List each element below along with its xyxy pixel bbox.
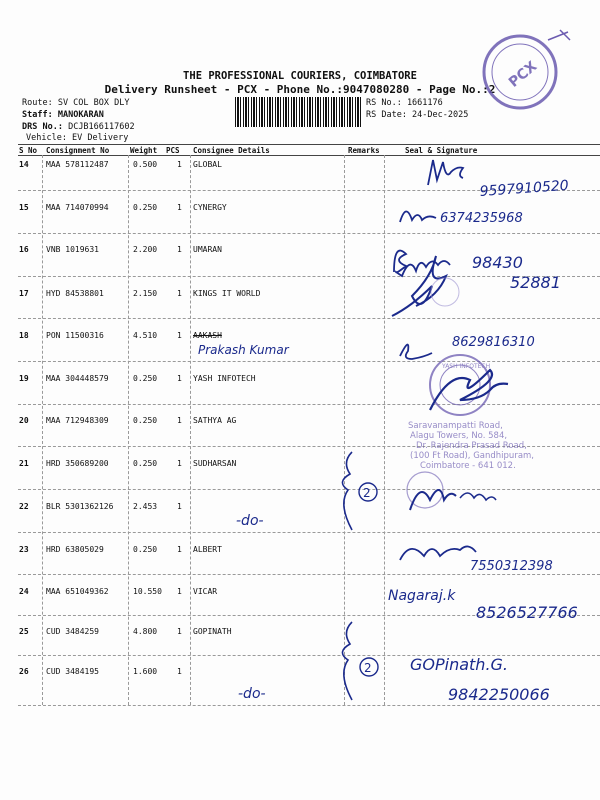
company-title: THE PROFESSIONAL COURIERS, COIMBATORE <box>183 70 417 82</box>
row-pcs: 1 <box>177 627 182 636</box>
col-consignee-header: Consignee Details <box>193 146 270 155</box>
row-pcs: 1 <box>177 587 182 596</box>
row-sno: 19 <box>19 374 29 383</box>
col-separator <box>42 155 43 705</box>
pcx-stamp-text: PCX <box>505 58 541 91</box>
col-consignment-header: Consignment No <box>46 146 110 155</box>
row-divider <box>18 446 600 447</box>
row-sno: 26 <box>19 667 29 676</box>
handwritten-phone: 6374235968 <box>440 211 523 226</box>
table-top-rule <box>18 144 600 145</box>
address-line: Alagu Towers, No. 584, <box>410 431 508 441</box>
handwritten-name: Prakash Kumar <box>198 343 289 357</box>
handwritten-phone: 9597910520 <box>479 177 570 200</box>
row-weight: 10.550 <box>133 587 162 596</box>
row-consignment: HRD 350689200 <box>46 459 109 468</box>
yash-infotech-stamp <box>430 355 490 415</box>
row-pcs: 1 <box>177 203 182 212</box>
address-line: Saravanampatti Road, <box>408 421 503 431</box>
row-consignee: GOPINATH <box>193 627 232 636</box>
row-weight: 4.510 <box>133 331 158 340</box>
row-consignee: SATHYA AG <box>193 416 237 425</box>
row-pcs: 1 <box>177 416 182 425</box>
ditto-mark: -do- <box>238 686 266 702</box>
row-consignment: MAA 712948309 <box>46 416 109 425</box>
row-weight: 2.200 <box>133 245 158 254</box>
col-seal-header: Seal & Signature <box>405 146 478 155</box>
row-weight: 2.453 <box>133 502 158 511</box>
row-consignee: UMARAN <box>193 245 222 254</box>
col-weight-header: Weight <box>130 146 158 155</box>
row-divider <box>18 361 600 362</box>
row-sno: 22 <box>19 502 29 511</box>
row-pcs: 1 <box>177 502 182 511</box>
address-line: Coimbatore - 641 012. <box>420 461 516 471</box>
row-divider <box>18 190 600 191</box>
row-sno: 25 <box>19 627 29 636</box>
row-divider <box>18 404 600 405</box>
row-pcs: 1 <box>177 160 182 169</box>
row-sno: 21 <box>19 459 29 468</box>
row-weight: 0.250 <box>133 459 158 468</box>
row-consignee: AAKASH <box>193 331 222 340</box>
row-consignment: MAA 304448579 <box>46 374 109 383</box>
row-consignee: YASH INFOTECH <box>193 374 256 383</box>
row-weight: 0.250 <box>133 374 158 383</box>
row-weight: 0.250 <box>133 203 158 212</box>
table-header-rule <box>18 155 600 156</box>
row-divider <box>18 574 600 575</box>
col-separator <box>190 155 191 705</box>
rs-number: RS No.: 1661176 <box>366 98 443 108</box>
handwritten-phone: 7550312398 <box>470 559 553 574</box>
row-consignment: CUD 3484259 <box>46 627 99 636</box>
drs-row <box>22 122 135 132</box>
row-consignment: HYD 84538801 <box>46 289 104 298</box>
row-divider <box>18 532 600 533</box>
row-pcs: 1 <box>177 374 182 383</box>
row-consignment: BLR 5301362126 <box>46 502 114 511</box>
handwritten-phone: 52881 <box>510 273 561 292</box>
row-sno: 15 <box>19 203 29 212</box>
handwritten-name: Nagaraj.k <box>388 588 456 604</box>
row-consignment: HRD 63805029 <box>46 545 104 554</box>
row-pcs: 1 <box>177 667 182 676</box>
row-pcs: 1 <box>177 545 182 554</box>
staff-row <box>22 110 104 120</box>
col-separator <box>384 155 385 705</box>
ditto-mark: -do- <box>236 513 264 529</box>
row-consignment: MAA 714070994 <box>46 203 109 212</box>
address-line: (100 Ft Road), Gandhipuram, <box>410 451 535 461</box>
drs-label: DRS No.: <box>22 122 63 132</box>
circled-number: 2 <box>364 661 372 675</box>
row-sno: 23 <box>19 545 29 554</box>
row-consignment: PON 11500316 <box>46 331 104 340</box>
runsheet-title: Delivery Runsheet - PCX - Phone No.:9047080280 - Page No.:2 <box>104 83 496 96</box>
drs-value: DCJB166117602 <box>68 122 135 132</box>
row-consignee: CYNERGY <box>193 203 227 212</box>
col-separator <box>128 155 129 705</box>
staff-label: Staff: <box>22 110 53 120</box>
row-divider <box>18 615 600 616</box>
row-sno: 24 <box>19 587 29 596</box>
row-sno: 18 <box>19 331 29 340</box>
handwritten-name: GOPinath.G. <box>410 655 509 674</box>
yash-stamp-text: YASH INFOTECH <box>442 363 491 370</box>
col-pcs-header: PCS <box>166 146 180 155</box>
row-consignee: SUDHARSAN <box>193 459 237 468</box>
row-weight: 2.150 <box>133 289 158 298</box>
row-divider <box>18 318 600 319</box>
row-consignment: CUD 3484195 <box>46 667 99 676</box>
handwritten-phone: 8629816310 <box>452 335 535 350</box>
handwritten-phone: 98430 <box>472 253 523 272</box>
row-consignment: MAA 651049362 <box>46 587 109 596</box>
row-weight: 0.250 <box>133 545 158 554</box>
row-sno: 17 <box>19 289 29 298</box>
barcode <box>235 97 363 127</box>
row-pcs: 1 <box>177 245 182 254</box>
col-remarks-header: Remarks <box>348 146 380 155</box>
row-divider <box>18 489 600 490</box>
vehicle-text: Vehicle: EV Delivery <box>26 133 129 143</box>
row-consignment: MAA 578112487 <box>46 160 109 169</box>
row-sno: 16 <box>19 245 29 254</box>
rs-date: RS Date: 24-Dec-2025 <box>366 110 469 120</box>
col-separator <box>344 155 345 705</box>
row-divider <box>18 276 600 277</box>
row-divider <box>18 233 600 234</box>
handwritten-phone: 8526527766 <box>476 603 578 622</box>
staff-value: MANOKARAN <box>57 110 104 120</box>
row-consignee: KINGS IT WORLD <box>193 289 261 298</box>
address-line: Dr. Rajendra Prasad Road, <box>416 441 527 451</box>
row-consignee: ALBERT <box>193 545 222 554</box>
row-weight: 4.800 <box>133 627 158 636</box>
row-consignment: VNB 1019631 <box>46 245 99 254</box>
row-consignee: VICAR <box>193 587 218 596</box>
row-divider <box>18 655 600 656</box>
row-sno: 20 <box>19 416 29 425</box>
row-divider <box>18 705 600 706</box>
handwritten-phone: 9842250066 <box>448 685 550 704</box>
row-weight: 1.600 <box>133 667 158 676</box>
row-sno: 14 <box>19 160 29 169</box>
row-weight: 0.500 <box>133 160 158 169</box>
circled-number: 2 <box>363 486 371 500</box>
row-weight: 0.250 <box>133 416 158 425</box>
route-text: Route: SV COL BOX DLY <box>22 98 130 108</box>
row-pcs: 1 <box>177 331 182 340</box>
row-consignee: GLOBAL <box>193 160 222 169</box>
col-sno-header: S No <box>19 146 38 155</box>
row-pcs: 1 <box>177 289 182 298</box>
row-pcs: 1 <box>177 459 182 468</box>
